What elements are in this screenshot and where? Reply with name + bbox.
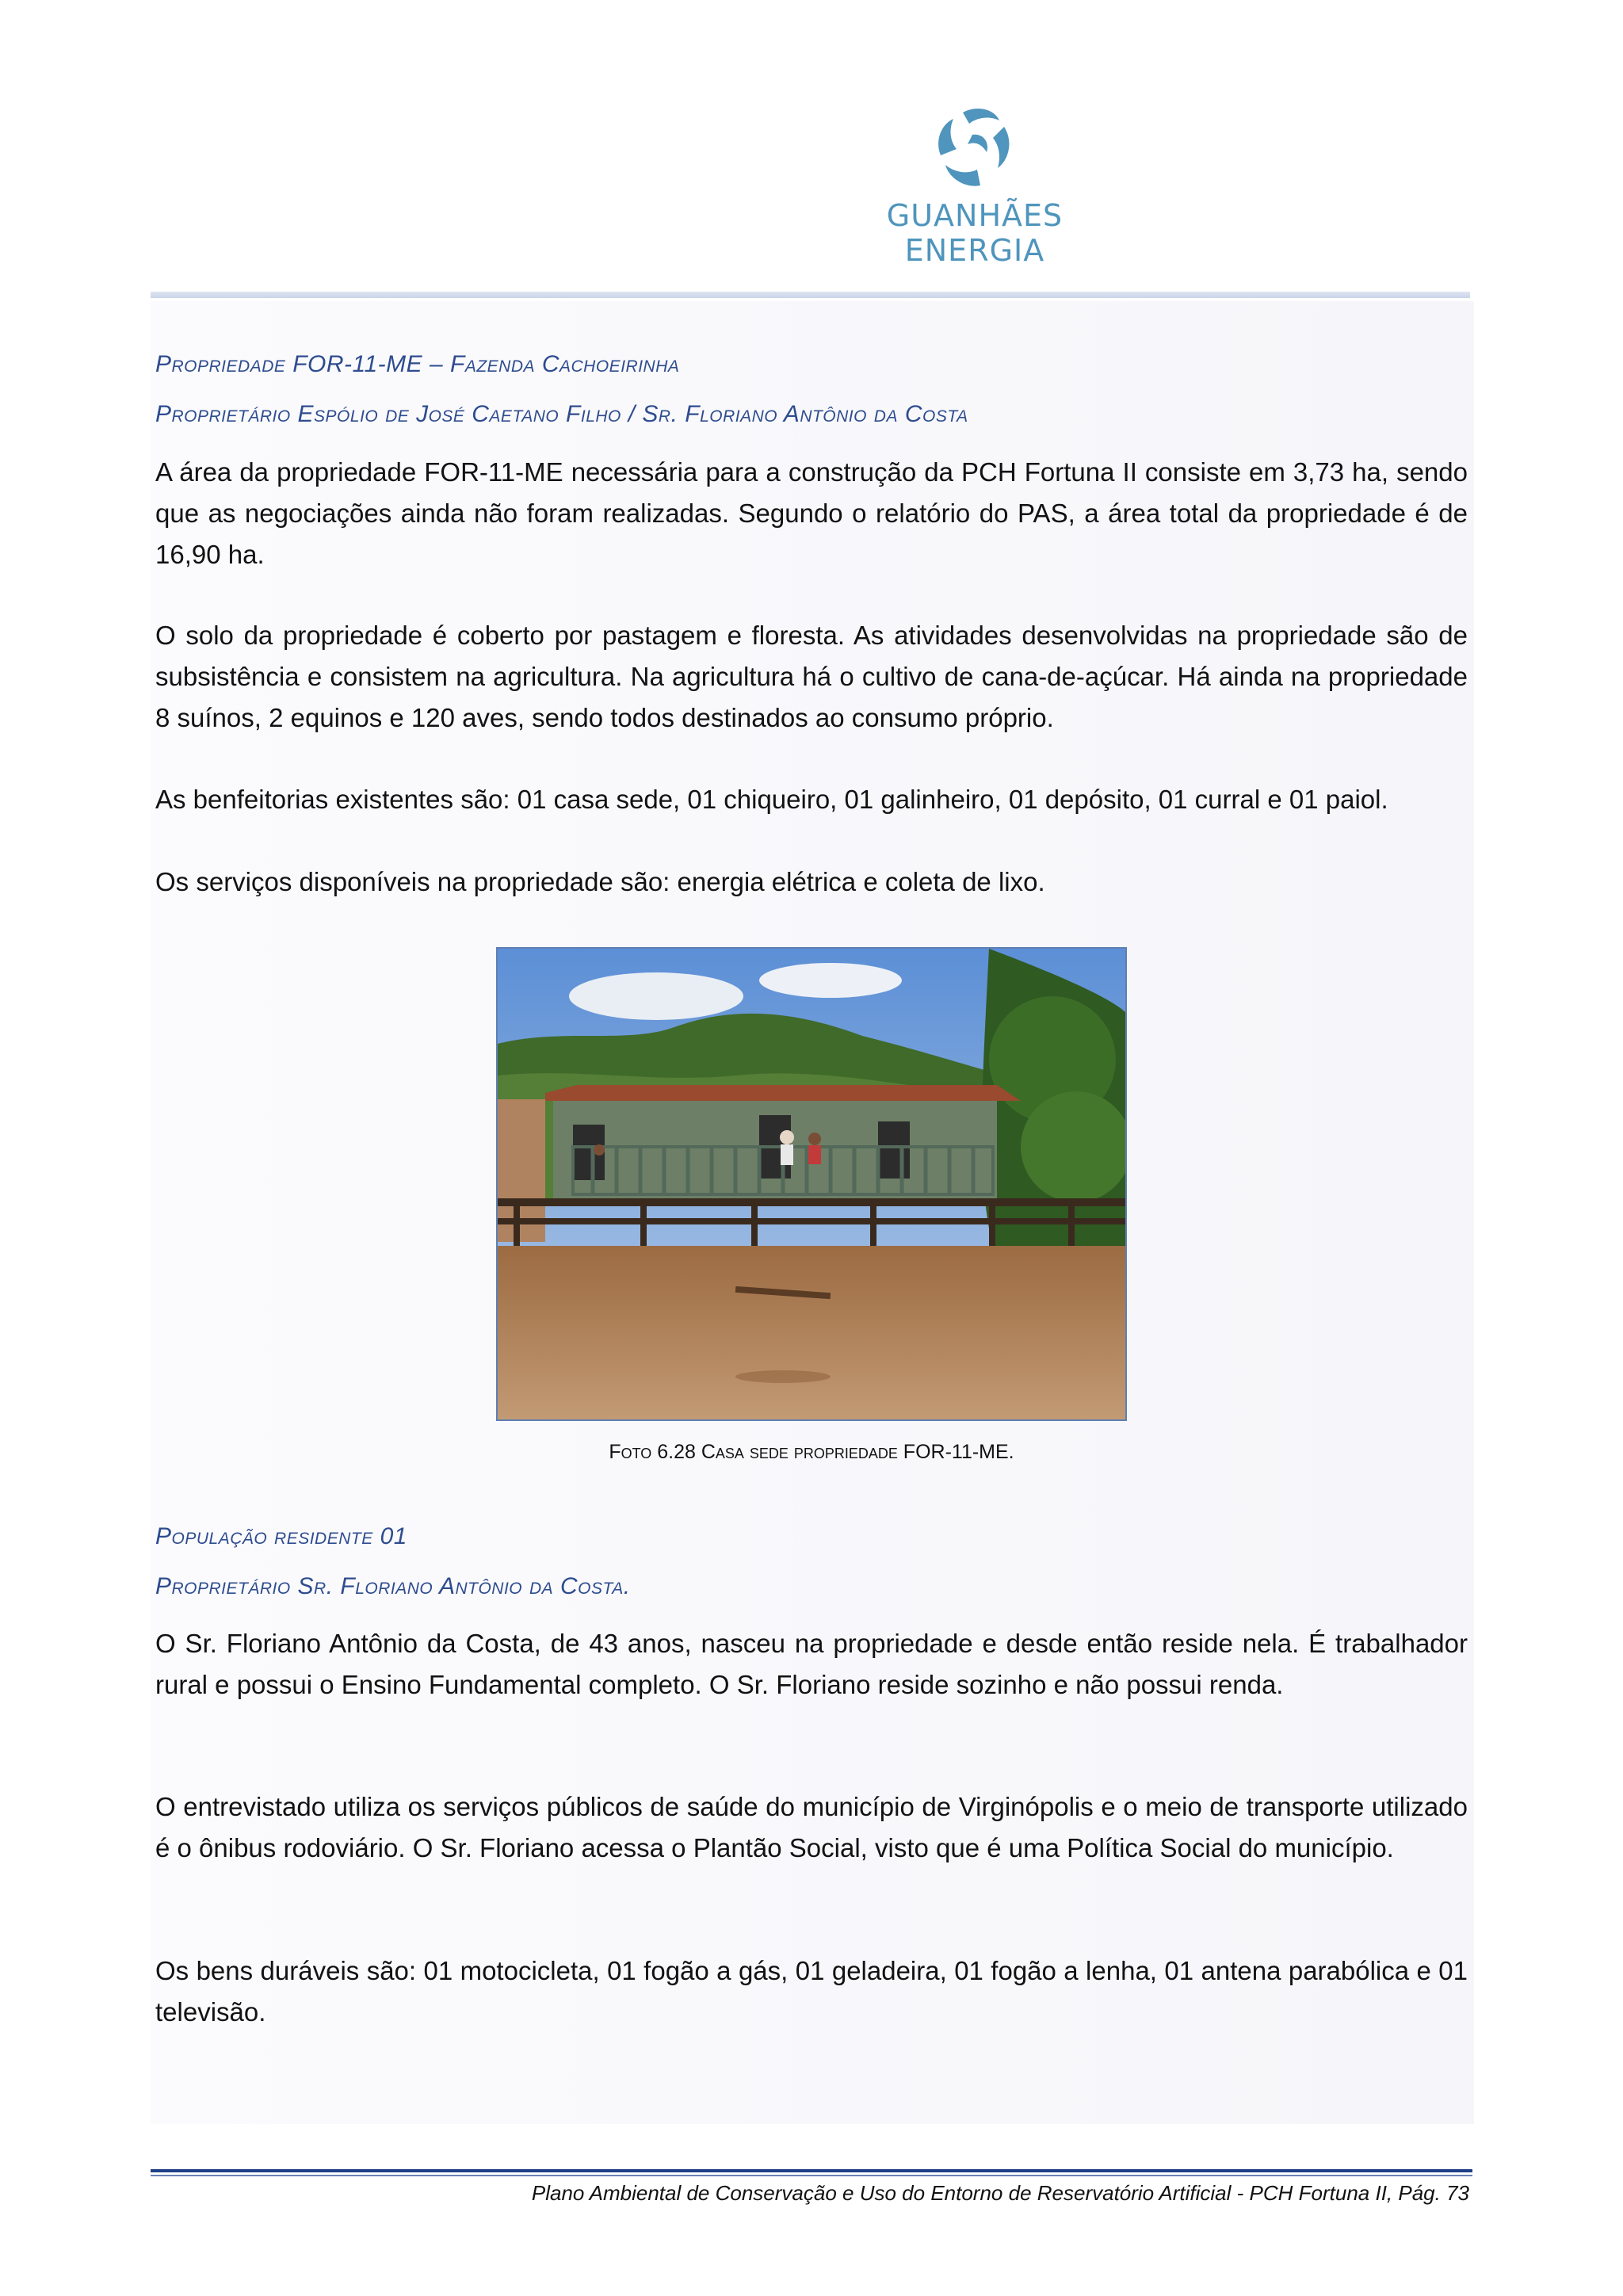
header-divider	[151, 292, 1470, 298]
paragraph: O entrevistado utiliza os serviços públicos de saúde do município de Virginópolis e o meio de transporte utilizado é o ônibus rodoviário. O Sr. Floriano acessa o Plantão Social, visto que é uma Política Social do município.	[155, 1792, 1468, 1862]
paragraph: Os serviços disponíveis na propriedade são: energia elétrica e coleta de lixo.	[155, 867, 1045, 896]
section1-heading-owner: Proprietário Espólio de José Caetano Filho / Sr. Floriano Antônio da Costa	[155, 401, 968, 427]
paragraph: As benfeitorias existentes são: 01 casa sede, 01 chiqueiro, 01 galinheiro, 01 depósito, 01 curral e 01 paiol.	[155, 785, 1388, 814]
paragraph: Os bens duráveis são: 01 motocicleta, 01 fogão a gás, 01 geladeira, 01 fogão a lenha, 01 antena parabólica e 01 televisão.	[155, 1956, 1468, 2027]
paragraph: O Sr. Floriano Antônio da Costa, de 43 anos, nasceu na propriedade e desde então reside nela. É trabalhador rural e possui o Ensino Fundamental completo. O Sr. Floriano reside sozinho e não possui renda.	[155, 1629, 1468, 1699]
paragraph: O solo da propriedade é coberto por pastagem e floresta. As atividades desenvolvidas na propriedade são de subsistência e consistem na agricultura. Na agricultura há o cultivo de cana-de-açúcar. Há ainda na propriedade 8 suínos, 2 equinos e 120 aves, sendo todos destinados ao consumo próprio.	[155, 621, 1468, 732]
section2-heading-owner: Proprietário Sr. Floriano Antônio da Costa.	[155, 1573, 631, 1599]
company-logo	[816, 103, 1133, 268]
footer-divider-thin	[151, 2175, 1472, 2176]
logo-text: GUANHÃES ENERGIA	[886, 198, 1064, 268]
footer-divider	[151, 2169, 1472, 2172]
house-photo	[496, 947, 1127, 1421]
section1-heading-property: Propriedade FOR-11-ME – Fazenda Cachoeirinha	[155, 351, 680, 377]
logo-swirl-icon	[931, 103, 1018, 190]
page-footer: Plano Ambiental de Conservação e Uso do Entorno de Reservatório Artificial - PCH Fortuna II, Pág. 73	[531, 2181, 1469, 2205]
paragraph: A área da propriedade FOR-11-ME necessária para a construção da PCH Fortuna II consiste em 3,73 ha, sendo que as negociações ainda não foram realizadas. Segundo o relatório do PAS, a área total da propriedade é de 16,90 ha.	[155, 457, 1468, 569]
photo-caption: Foto 6.28 Casa sede propriedade FOR-11-ME.	[609, 1441, 1014, 1463]
section2-heading-population: População residente 01	[155, 1523, 407, 1549]
